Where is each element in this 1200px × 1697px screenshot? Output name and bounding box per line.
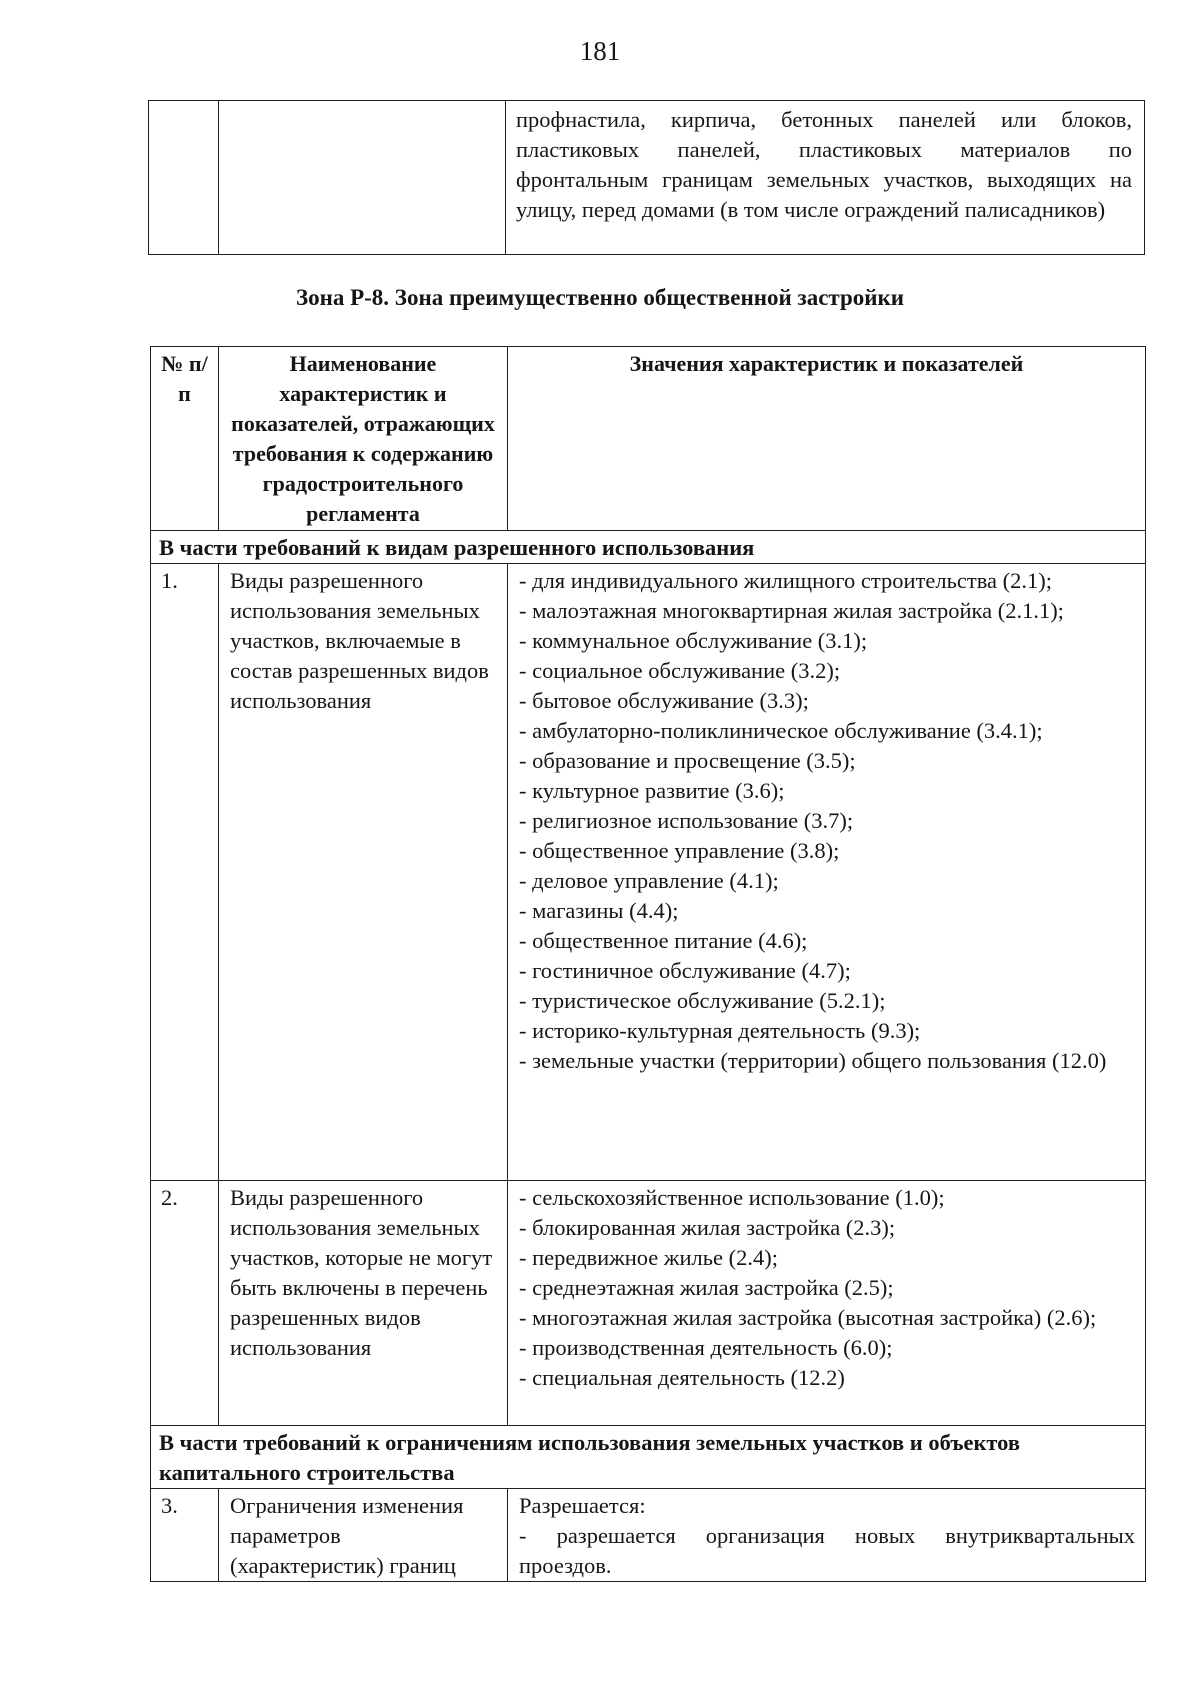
row-name: Виды разрешенного использования земельных участков, включаемые в состав разрешенных видов использования: [219, 564, 508, 1181]
continuation-name-cell: [219, 101, 506, 255]
list-item: - гостиничное обслуживание (4.7);: [519, 958, 851, 983]
continuation-num-cell: [149, 101, 219, 255]
section-row-restrictions: [151, 1426, 1146, 1489]
list-item: - многоэтажная жилая застройка (высотная застройка) (2.6);: [519, 1305, 1097, 1330]
row-value-lead: Разрешается:: [519, 1493, 646, 1518]
list-item: - образование и просвещение (3.5);: [519, 748, 856, 773]
page-number: 181: [579, 36, 621, 66]
list-item: - сельскохозяйственное использование (1.0);: [519, 1185, 945, 1210]
row-name: Виды разрешенного использования земельных участков, которые не могут быть включены в перечень разрешенных видов использования: [219, 1181, 508, 1426]
row-name: Ограничения изменения параметров (характеристик) границ: [219, 1489, 508, 1582]
section-label: В части требований к видам разрешенного использования: [151, 531, 1146, 564]
row-number: 1.: [151, 564, 219, 1181]
list-item: - культурное развитие (3.6);: [519, 778, 785, 803]
list-item: - амбулаторно-поликлиническое обслуживание (3.4.1);: [519, 718, 1043, 743]
list-item: - магазины (4.4);: [519, 898, 679, 923]
table-row: [151, 1181, 1146, 1426]
list-item: - социальное обслуживание (3.2);: [519, 658, 841, 683]
list-item: - передвижное жилье (2.4);: [519, 1245, 778, 1270]
table-row: [151, 564, 1146, 1181]
list-item: - для индивидуального жилищного строительства (2.1);: [519, 568, 1052, 593]
list-item: - общественное управление (3.8);: [519, 838, 840, 863]
list-item: - историко-культурная деятельность (9.3);: [519, 1018, 921, 1043]
header-name: Наименование характеристик и показателей, отражающих требования к содержанию градостроительного регламента: [219, 347, 508, 531]
row-values: [508, 1181, 1146, 1426]
continuation-value-cell: [506, 101, 1145, 255]
list-item: - производственная деятельность (6.0);: [519, 1335, 893, 1360]
list-item: - специальная деятельность (12.2): [519, 1365, 845, 1390]
row-values: [508, 564, 1146, 1181]
row-number: 2.: [151, 1181, 219, 1426]
section-label: В части требований к ограничениям использования земельных участков и объектов капитального строительства: [151, 1426, 1146, 1489]
continuation-text: профнастила, кирпича, бетонных панелей или блоков, пластиковых панелей, пластиковых материалов по фронтальным границам земельных участков, выходящих на улицу, перед домами (в том числе ограждений палисадников): [516, 107, 1132, 222]
header-values: Значения характеристик и показателей: [508, 347, 1146, 531]
section-row-permitted-uses: [151, 531, 1146, 564]
list-item: - малоэтажная многоквартирная жилая застройка (2.1.1);: [519, 598, 1064, 623]
table-header-row: [151, 347, 1146, 531]
continuation-table: [148, 100, 1145, 255]
non-permitted-uses-list: [519, 1183, 1135, 1393]
list-item: - бытовое обслуживание (3.3);: [519, 688, 809, 713]
list-item: - земельные участки (территории) общего пользования (12.0): [519, 1048, 1107, 1073]
row-number: 3.: [151, 1489, 219, 1582]
permitted-uses-list: [519, 566, 1135, 1076]
list-item: - религиозное использование (3.7);: [519, 808, 854, 833]
header-num: № п/п: [151, 347, 219, 531]
zone-table: [150, 346, 1146, 1582]
list-item: - общественное питание (4.6);: [519, 928, 808, 953]
list-item: - блокированная жилая застройка (2.3);: [519, 1215, 896, 1240]
list-item: - деловое управление (4.1);: [519, 868, 779, 893]
list-item: - среднеэтажная жилая застройка (2.5);: [519, 1275, 894, 1300]
section-title: Зона Р-8. Зона преимущественно общественной застройки: [295, 285, 905, 310]
table-row: [151, 1489, 1146, 1582]
row-values: [508, 1489, 1146, 1582]
list-item: - коммунальное обслуживание (3.1);: [519, 628, 868, 653]
row-value-text: - разрешается организация новых внутриквартальных проездов.: [519, 1523, 1135, 1578]
list-item: - туристическое обслуживание (5.2.1);: [519, 988, 886, 1013]
